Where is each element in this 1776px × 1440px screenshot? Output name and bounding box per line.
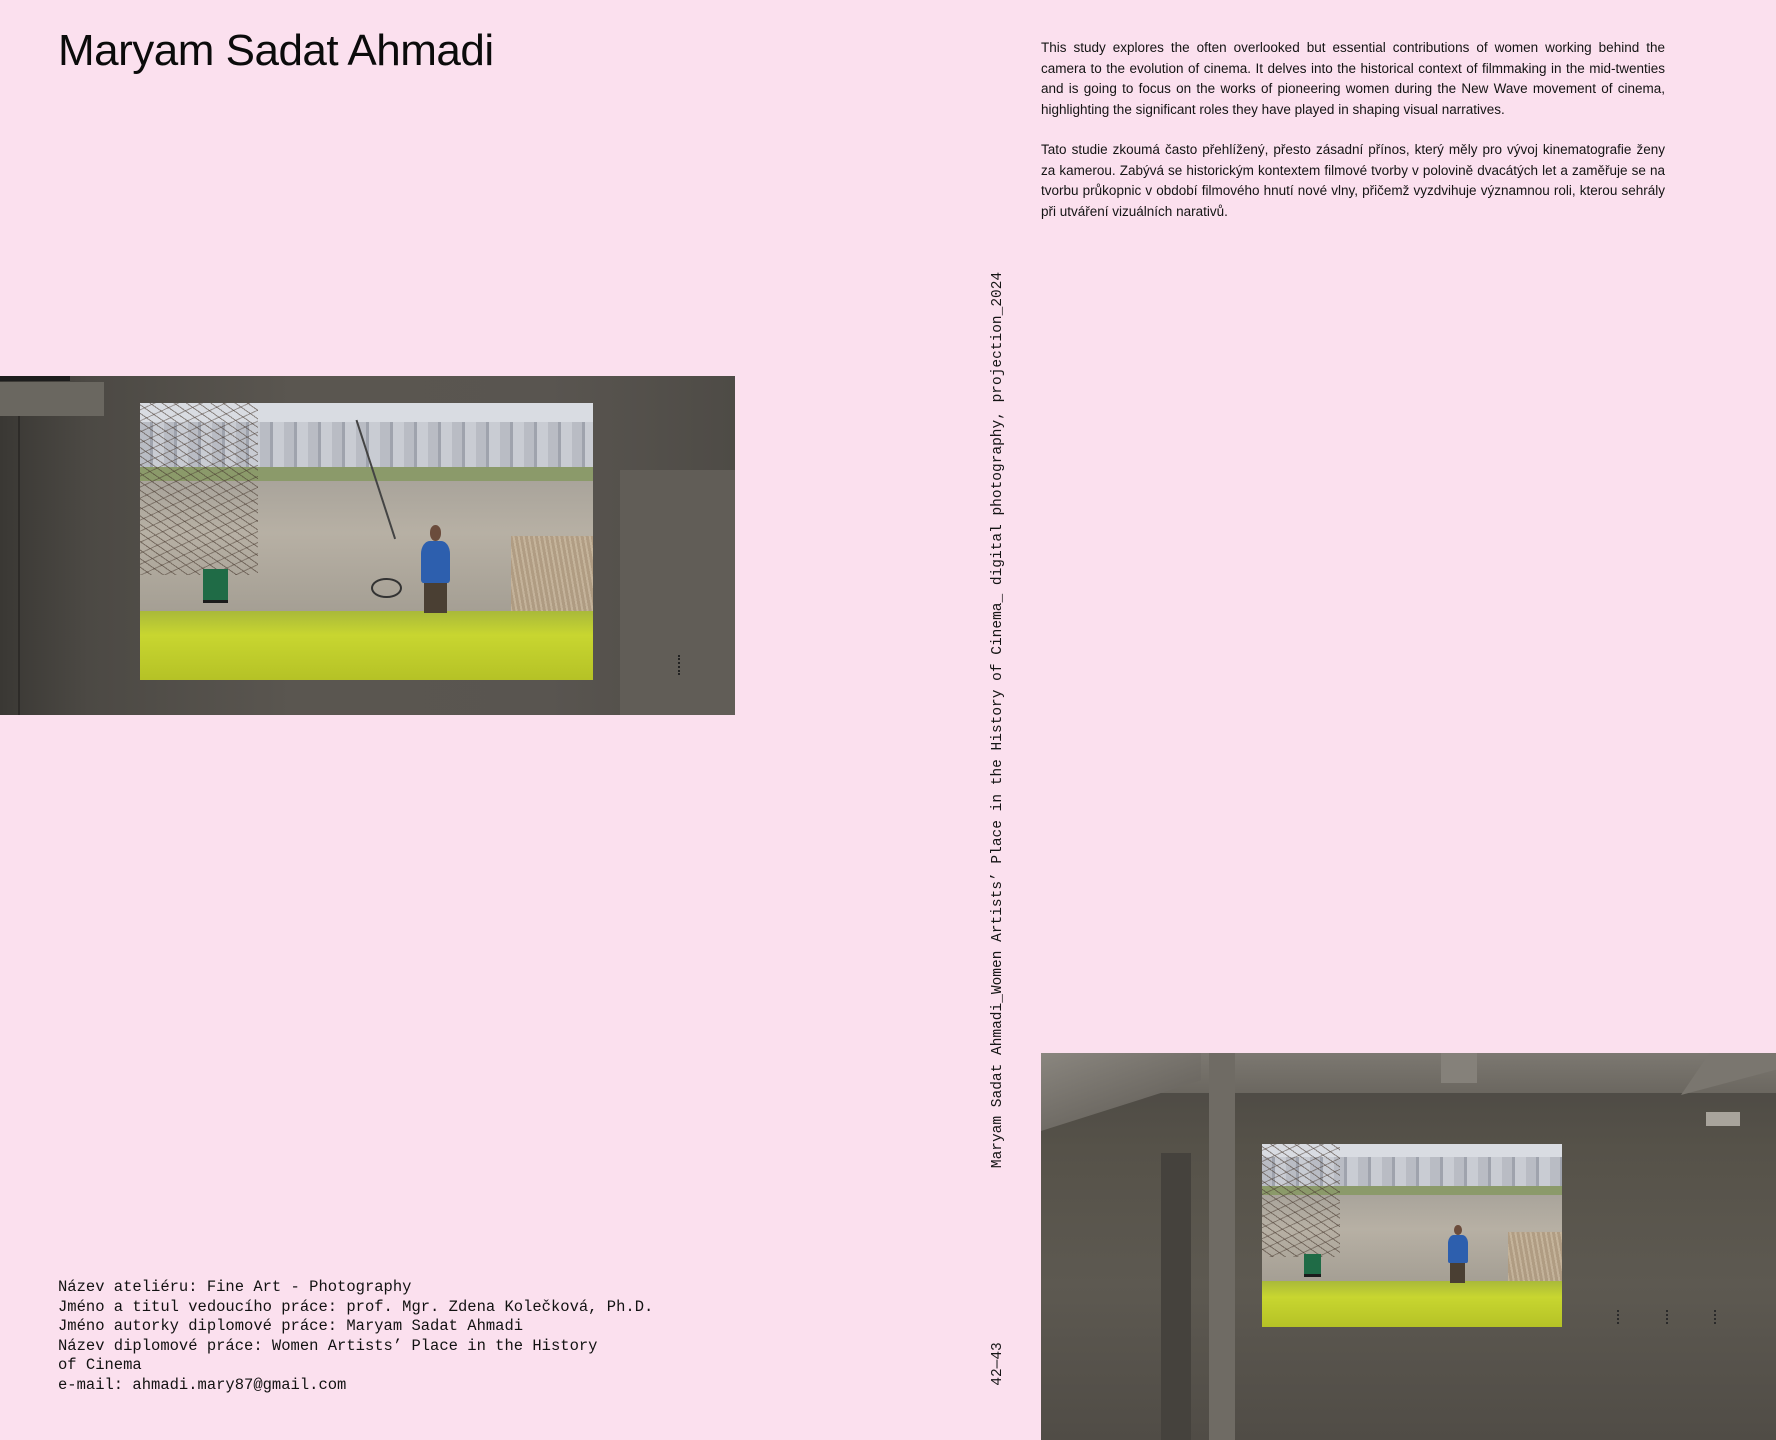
wall-socket-dots	[678, 655, 683, 675]
credit-title-line-1: Název diplomové práce: Women Artists’ Place in the History	[58, 1336, 598, 1355]
scene-grass	[140, 611, 593, 680]
ceiling-edge	[0, 376, 70, 381]
projected-image	[1262, 1144, 1562, 1327]
wall-socket-dots	[1617, 1310, 1621, 1324]
scene-folding-chair	[203, 569, 228, 602]
projection-photo-closeup	[0, 376, 735, 715]
scene-tree-branches	[140, 403, 258, 575]
fisherman-head	[430, 525, 442, 541]
credit-author: Jméno autorky diplomové práce: Maryam Sadat Ahmadi	[58, 1317, 524, 1335]
abstract-czech: Tato studie zkoumá často přehlížený, přesto zásadní přínos, který měly pro vývoj kinematografie ženy za kamerou. Zabývá se historickým kontextem filmové tvorby v polovině dvacátých let a zaměřuje se na tvorbu průkopnic v období filmového hnutí nové vlny, přičemž vyzdvihuje významnou roli, kterou sehrály při utváření vizuálních narativů.	[1041, 142, 1665, 219]
scene-fisherman	[421, 525, 450, 614]
gallery-ceiling-beam	[1441, 1053, 1477, 1083]
fisherman-head	[1454, 1225, 1462, 1236]
page-numbers: 42—43	[990, 1342, 1006, 1386]
scene-fisherman	[1448, 1225, 1468, 1284]
fisherman-coat	[421, 541, 450, 584]
scene-tree-branches	[1262, 1144, 1340, 1257]
projection-photo-wide	[1041, 1053, 1776, 1440]
scene-grass	[1262, 1281, 1562, 1327]
fisherman-legs	[1450, 1263, 1465, 1283]
thesis-credits	[58, 1278, 653, 1395]
abstract-english: This study explores the often overlooked but essential contributions of women working behind the camera to the evolution of cinema. It delves into the historical context of filmmaking in the mid-twenties and is going to focus on the works of pioneering women during the New Wave movement of cinema, highlighting the significant roles they have played in shaping visual narratives.	[1041, 40, 1665, 117]
spine-caption: Maryam Sadat Ahmadi_Women Artists’ Place in the History of Cinema_ digital photography, projection_2024	[990, 271, 1006, 1169]
fisherman-coat	[1448, 1235, 1468, 1263]
scene-reeds	[1508, 1232, 1562, 1283]
scene-reeds	[511, 536, 593, 614]
wall-panel	[620, 470, 735, 715]
wall-socket-dots	[1714, 1310, 1718, 1324]
gallery-pillar	[1161, 1153, 1191, 1440]
scene-folding-chair	[1304, 1254, 1321, 1277]
scene-landing-net	[371, 578, 402, 599]
gallery-beam	[1209, 1053, 1235, 1440]
credit-email: e-mail: ahmadi.mary87@gmail.com	[58, 1375, 347, 1394]
wall-pillar	[18, 416, 20, 715]
author-name-heading: Maryam Sadat Ahmadi	[58, 26, 494, 75]
credit-title-line-2: of Cinema	[58, 1356, 142, 1374]
credit-supervisor: Jméno a titul vedoucího práce: prof. Mgr. Zdena Kolečková, Ph.D.	[58, 1297, 654, 1316]
ceiling-beam	[0, 382, 104, 416]
fisherman-legs	[424, 583, 446, 613]
abstract	[1041, 38, 1665, 242]
wall-lamp	[1706, 1112, 1740, 1126]
credit-studio: Název ateliéru: Fine Art - Photography	[58, 1278, 412, 1296]
wall-socket-dots	[1666, 1310, 1670, 1324]
projected-image	[140, 403, 593, 680]
